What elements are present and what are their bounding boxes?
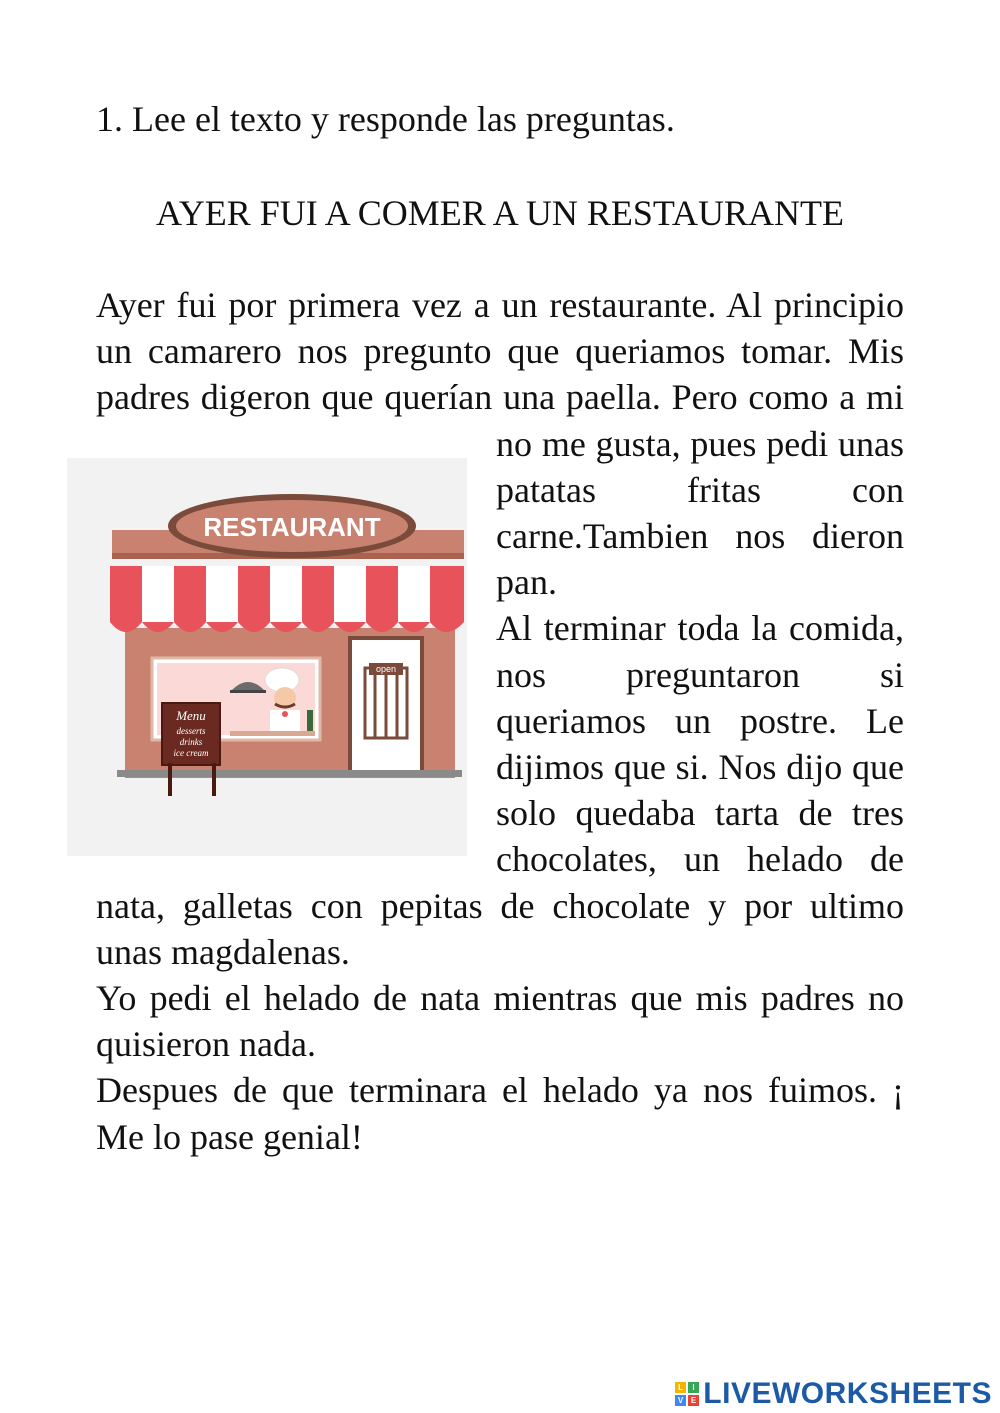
story-paragraph-1-text: Ayer fui por primera vez a un restaurante. Al principio un camarero nos pregunto que queriamos tomar. Mis padres digeron que querían una paella. Pero como a mi no me gusta, pues pedi unas patatas fritas con carne.Tambien nos dieron pan.	[96, 285, 904, 603]
liveworksheets-brand: LIVEWORKSHEETS	[703, 1377, 992, 1410]
sign-text: RESTAURANT	[203, 512, 381, 542]
liveworksheets-logo-icon: L I V E	[675, 1382, 699, 1406]
story-paragraph-4	[96, 1067, 904, 1159]
story-paragraph-2-text: Al terminar toda la comida, nos preguntaron si queriamos un postre. Le dijimos que si. Nos dijo que solo quedaba tarta de tres chocolates, un helado de nata, galletas con pepitas de chocolate y por ultimo unas magdalenas.	[96, 608, 904, 972]
door-sign: open	[375, 664, 397, 674]
instruction-heading: 1. Lee el texto y responde las preguntas.	[96, 99, 675, 139]
story-paragraph-4-text: Despues de que terminara el helado ya nos fuimos. ¡ Me lo pase genial!	[96, 1070, 904, 1157]
restaurant-illustration-svg	[67, 458, 467, 856]
svg-text:Menu: Menu	[176, 708, 206, 723]
story-paragraph-3	[96, 975, 904, 1067]
story-paragraph-3-text: Yo pedi el helado de nata mientras que mis padres no quisieron nada.	[96, 978, 904, 1065]
story-title: AYER FUI A COMER A UN RESTAURANTE	[156, 193, 844, 233]
awning	[110, 566, 464, 632]
svg-text:ice cream: ice cream	[173, 748, 209, 758]
menu-board	[162, 703, 220, 796]
liveworksheets-logo	[675, 1377, 992, 1411]
restaurant-illustration	[67, 458, 467, 856]
svg-text:desserts: desserts	[176, 726, 206, 736]
svg-text:drinks: drinks	[179, 737, 203, 747]
